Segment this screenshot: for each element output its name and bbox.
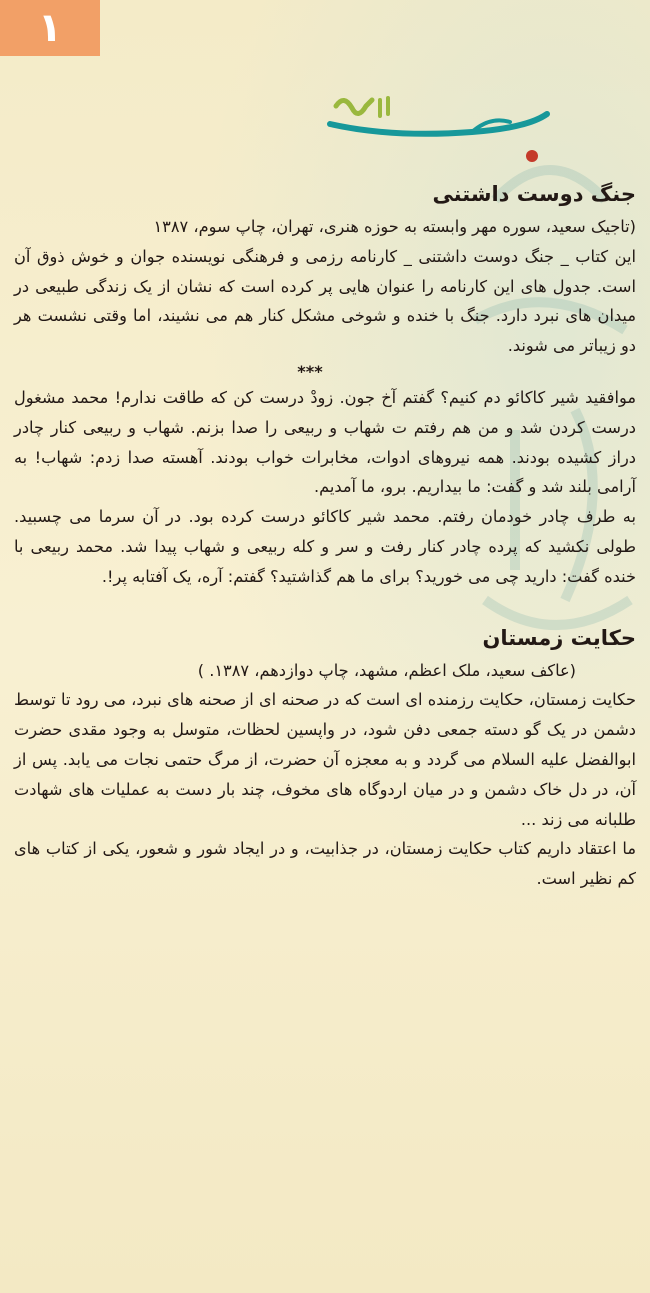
book1-bibliography: (تاجیک سعید، سوره مهر وابسته به حوزه هنری، تهران، چاپ سوم، ۱۳۸۷	[153, 217, 636, 236]
book1-excerpt-paragraph-1: موافقید شیر کاکائو دم کنیم؟ گفتم آخ جون. زودْ درست کن که طاقت ندارم! محمد مشغول درست کردن شد و من هم رفتم ت شهاب و ربیعی را صدا بزنم. شهاب و ربیعی کنار چادر دراز کشیده بودند. همه نیروهای ادوات، مخابرات خواب بودند. آهسته صدا زدم: شهاب! به آرامی بلند شد و گفت: ما بیداریم. برو، ما آمدیم.	[14, 387, 636, 497]
book2-title: حکایت زمستان	[482, 625, 636, 650]
book2-review-paragraph-2: ما اعتقاد داریم کتاب حکایت زمستان، در جذابیت، و در ایجاد شور و شعور، یکی از کتاب های کم نظیر است.	[14, 839, 636, 889]
book2-review-paragraph-1: حکایت زمستان، حکایت رزمنده ای است که در صحنه ای از صحنه های نبرد، می رود تا توسط دشمن در یک گو دسته جمعی دفن شود، در واپسین لحظات، متوسل به وجود مقدی حضرت ابوالفضل علیه السلام می گردد و به معجزه آن حضرت، از مرگ حتمی نجات می یابد. پس از آن، در دل خاک دشمن و در میان اردوگاه های مخوف، چند بار دست به عملیات های شهادت طلبانه می زند ...	[14, 690, 636, 829]
book1-title: جنگ دوست داشتنی	[432, 182, 636, 206]
book2-bibliography: (عاکف سعید، ملک اعظم، مشهد، چاپ دوازدهم، ۱۳۸۷. )	[197, 660, 576, 680]
book1-review: این کتاب _ جنگ دوست داشتنی _ کارنامه رزمی و فرهنگی نویسنده جوان و خوش ذوق آن است. جدول های این کارنامه را عنوان هایی پر کرده است که نشان از یک زندگی طبیعی در میدان های نبرد دارد. جنگ با خنده و شوخی مشکل کنار هم می نشیند، اما وقتی نشست هر دو زیباتر می شوند.	[14, 246, 636, 356]
section-separator: ***	[297, 361, 323, 381]
logo-calligraphy-icon	[322, 92, 562, 170]
book1-excerpt-paragraph-2: به طرف چادر خودمان رفتم. محمد شیر کاکائو درست کرده بود. در آن سرما می چسبید. طولی نکشید که پرده چادر کنار رفت و سر و کله ربیعی و شهاب پیدا شد. محمد ربیعی با خنده گفت: دارید چی می خورید؟ برای ما هم گذاشتید؟ گفتم: آره، یک آفتابه پر!.	[14, 507, 636, 586]
page-number-badge: ١	[0, 0, 100, 56]
article-content	[14, 176, 636, 894]
